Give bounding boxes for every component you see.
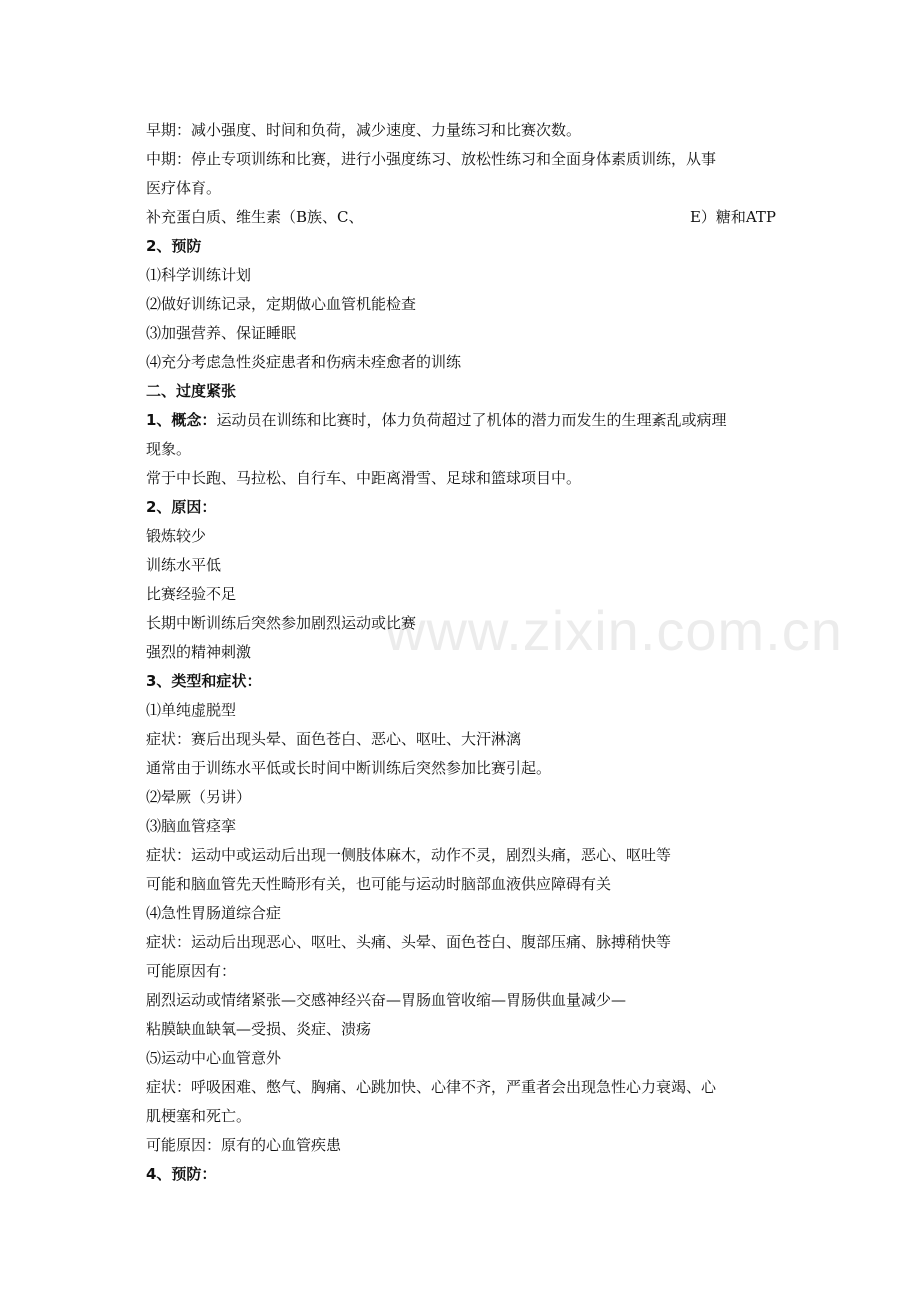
concept-text: 运动员在训练和比赛时，体力负荷超过了机体的潜力而发生的生理紊乱或病理 [216,411,727,429]
text-line: 医疗体育。 [146,179,222,197]
text-line: 症状：呼吸困难、憋气、胸痛、心跳加快、心律不齐，严重者会出现急性心力衰竭、心 [146,1078,717,1096]
text-segment-right: E）糖和ATP [689,208,776,226]
concept-label: 1、概念： [146,411,217,429]
text-line-split [146,203,776,232]
text-line: 剧烈运动或情绪紧张—交感神经兴奋—胃肠血管收缩—胃肠供血量减少— [146,991,627,1009]
text-segment-left: 补充蛋白质、维生素（B族、C、 [146,208,364,226]
list-item: ⑵做好训练记录，定期做心血管机能检查 [146,295,417,313]
text-line: 症状：运动中或运动后出现一侧肢体麻木，动作不灵，剧烈头痛，恶心、呕吐等 [146,846,672,864]
text-line: 现象。 [146,440,192,458]
text-line: 训练水平低 [146,556,222,574]
text-line: 常于中长跑、马拉松、自行车、中距离滑雪、足球和篮球项目中。 [146,469,582,487]
text-line: 长期中断训练后突然参加剧烈运动或比赛 [146,614,417,632]
text-line: 肌梗塞和死亡。 [146,1107,252,1125]
text-line: 中期：停止专项训练和比赛，进行小强度练习、放松性练习和全面身体素质训练，从事 [146,150,717,168]
section-heading: 3、类型和症状： [146,672,262,690]
text-line: 锻炼较少 [146,527,207,545]
text-line: 可能原因有： [146,962,237,980]
text-line [146,406,776,435]
text-line: 粘膜缺血缺氧—受损、炎症、溃疡 [146,1020,372,1038]
text-line: 可能和脑血管先天性畸形有关，也可能与运动时脑部血液供应障碍有关 [146,875,612,893]
text-line: 强烈的精神刺激 [146,643,252,661]
section-heading: 2、预防 [146,237,202,255]
text-line: 症状：赛后出现头晕、面色苍白、恶心、呕吐、大汗淋漓 [146,730,522,748]
text-line: 可能原因：原有的心血管疾患 [146,1136,342,1154]
list-item: ⑴单纯虚脱型 [146,701,237,719]
list-item: ⑸运动中心血管意外 [146,1049,282,1067]
list-item: ⑴科学训练计划 [146,266,252,284]
list-item: ⑶加强营养、保证睡眠 [146,324,297,342]
section-heading: 2、原因： [146,498,217,516]
list-item: ⑵晕厥（另讲） [146,788,252,806]
section-heading: 4、预防： [146,1165,217,1183]
document-body [146,116,776,1189]
text-line: 通常由于训练水平低或长时间中断训练后突然参加比赛引起。 [146,759,552,777]
text-line: 早期：减小强度、时间和负荷，减少速度、力量练习和比赛次数。 [146,121,582,139]
text-line: 症状：运动后出现恶心、呕吐、头痛、头晕、面色苍白、腹部压痛、脉搏稍快等 [146,933,672,951]
list-item: ⑶脑血管痉挛 [146,817,237,835]
watermark: www.zixin.com.cn [385,599,843,662]
list-item: ⑷充分考虑急性炎症患者和伤病未痊愈者的训练 [146,353,462,371]
list-item: ⑷急性胃肠道综合症 [146,904,282,922]
section-heading: 二、过度紧张 [146,382,237,400]
text-line: 比赛经验不足 [146,585,237,603]
